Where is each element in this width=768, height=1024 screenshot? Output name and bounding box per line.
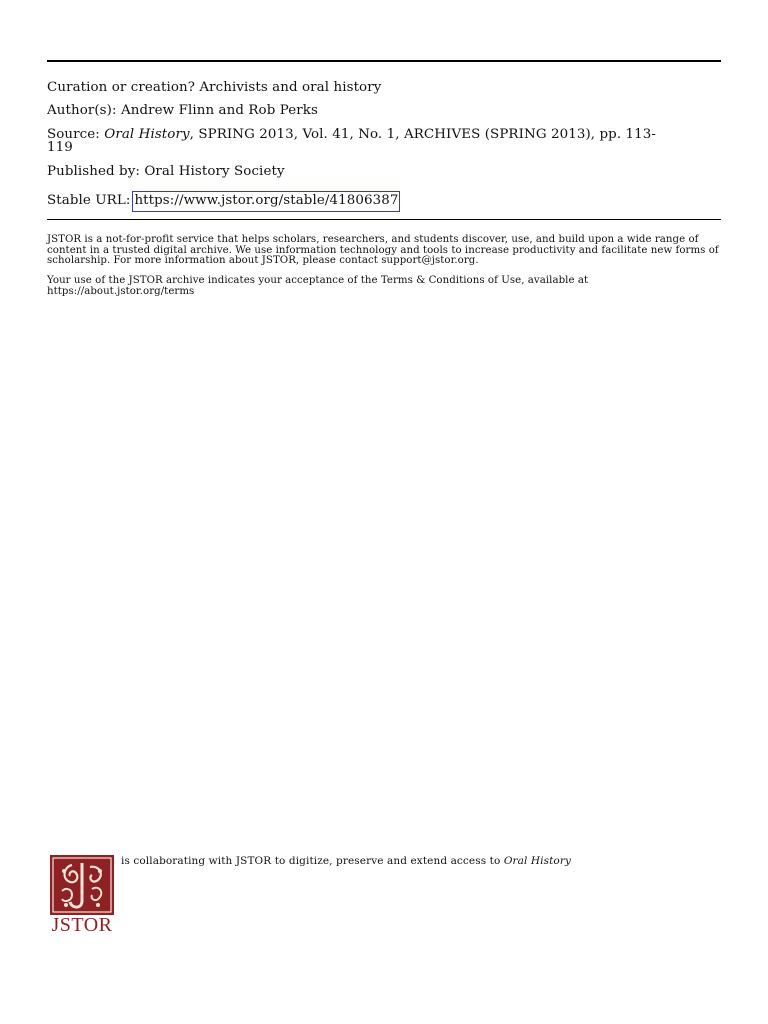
jstor-emblem-icon (50, 855, 114, 915)
stable-url-label: Stable URL: (47, 193, 131, 208)
source-details-cont: 119 (47, 140, 73, 155)
source-journal: Oral History (104, 127, 190, 142)
top-rule (47, 60, 721, 62)
stable-url-box[interactable] (132, 191, 400, 212)
article-title-text: Curation or creation? Archivists and oral history (47, 80, 382, 95)
publisher-label: Published by: (47, 164, 140, 179)
publisher-line (47, 164, 721, 180)
jstor-mission-notice: JSTOR is a not-for-profit service that helps scholars, researchers, and students discover, use, and build upon a wide range of content in a trusted digital archive. We use information technology and tools to increase productivity and facilitate new forms of scholarship. For more information about JSTOR, please contact support@jstor.org. (47, 234, 719, 267)
terms-notice: Your use of the JSTOR archive indicates your acceptance of the Terms & Conditions of Use, available at https://about.jstor.org/terms (47, 275, 589, 297)
authors-label: Author(s): (47, 103, 117, 118)
authors-value: Andrew Flinn and Rob Perks (120, 103, 318, 118)
source-details: , SPRING 2013, Vol. 41, No. 1, ARCHIVES (SPRING 2013), pp. 113- (189, 127, 657, 142)
authors-line (47, 103, 721, 119)
stable-url-line (47, 191, 721, 212)
collaboration-statement (121, 855, 571, 867)
jstor-logo-icon (50, 855, 114, 915)
source-line (47, 127, 721, 154)
divider-rule (47, 219, 721, 220)
collaboration-journal: Oral History (503, 855, 572, 867)
stable-url-link[interactable]: https://www.jstor.org/stable/41806387 (134, 193, 399, 208)
collaboration-text: is collaborating with JSTOR to digitize, preserve and extend access to (121, 855, 501, 867)
publisher-value: Oral History Society (144, 164, 285, 179)
source-label: Source: (47, 127, 100, 142)
article-title (47, 80, 721, 96)
jstor-logo-text: JSTOR (51, 914, 113, 936)
